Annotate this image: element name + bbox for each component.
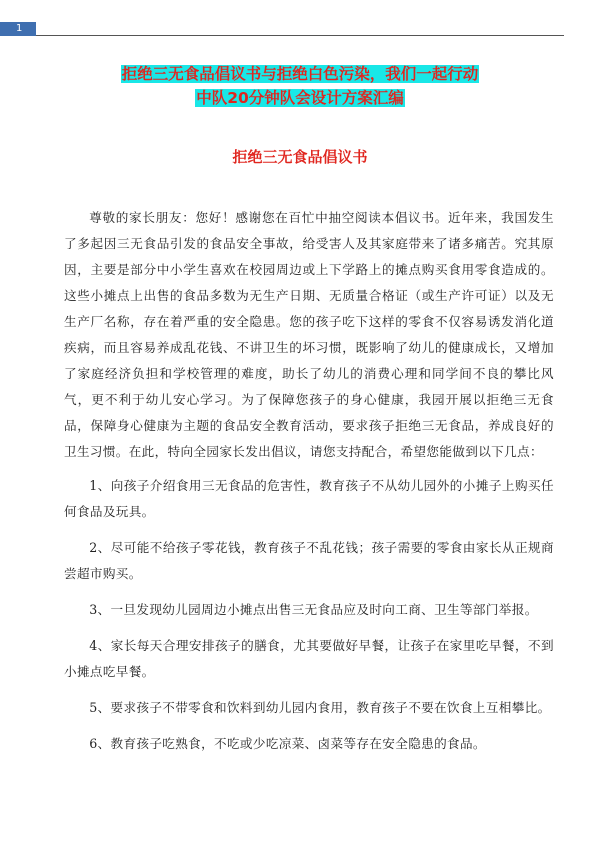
- document-body: [64, 205, 554, 767]
- list-item: 2、尽可能不给孩子零花钱，教育孩子不乱花钱；孩子需要的零食由家长从正规商尝超市购买。: [64, 540, 554, 581]
- list-item: 4、家长每天合理安排孩子的膳食，尤其要做好早餐，让孩子在家里吃早餐，不到小摊点吃早餐。: [64, 638, 554, 679]
- document-title: [0, 62, 600, 110]
- title-line-2: 中队20分钟队会设计方案汇编: [196, 89, 404, 107]
- header-rule: [36, 35, 564, 36]
- list-item: 3、一旦发现幼儿园周边小摊点出售三无食品应及时向工商、卫生等部门举报。: [89, 602, 538, 617]
- list-item: 6、教育孩子吃熟食，不吃或少吃凉菜、卤菜等存在安全隐患的食品。: [89, 736, 486, 751]
- list-item: 5、要求孩子不带零食和饮料到幼儿园内食用，教育孩子不要在饮食上互相攀比。: [89, 700, 551, 715]
- page-number-badge: 1: [0, 22, 36, 36]
- intro-paragraph: 尊敬的家长朋友：您好！感谢您在百忙中抽空阅读本倡议书。近年来，我国发生了多起因三无食品引发的食品安全事故，给受害人及其家庭带来了诸多痛苦。究其原因，主要是部分中小学生喜欢在校园周边或上下学路上的摊点购买食用零食造成的。这些小摊点上出售的食品多数为无生产日期、无质量合格证（或生产许可证）以及无生产厂名称，存在着严重的安全隐患。您的孩子吃下这样的零食不仅容易诱发消化道疾病，而且容易养成乱花钱、不讲卫生的坏习惯，既影响了幼儿的健康成长，又增加了家庭经济负担和学校管理的难度，助长了幼儿的消费心理和同学间不良的攀比风气，更不利于幼儿安心学习。为了保障您孩子的身心健康，我园开展以拒绝三无食品，保障身心健康为主题的食品安全教育活动，要求孩子拒绝三无食品，养成良好的卫生习惯。在此，特向全园家长发出倡议，请您支持配合，希望您能做到以下几点：: [64, 210, 554, 459]
- section-heading: 拒绝三无食品倡议书: [232, 148, 368, 166]
- title-line-1: 拒绝三无食品倡议书与拒绝白色污染，我们一起行动: [121, 65, 479, 83]
- list-item: 1、向孩子介绍食用三无食品的危害性，教育孩子不从幼儿园外的小摊子上购买任何食品及玩具。: [64, 478, 554, 519]
